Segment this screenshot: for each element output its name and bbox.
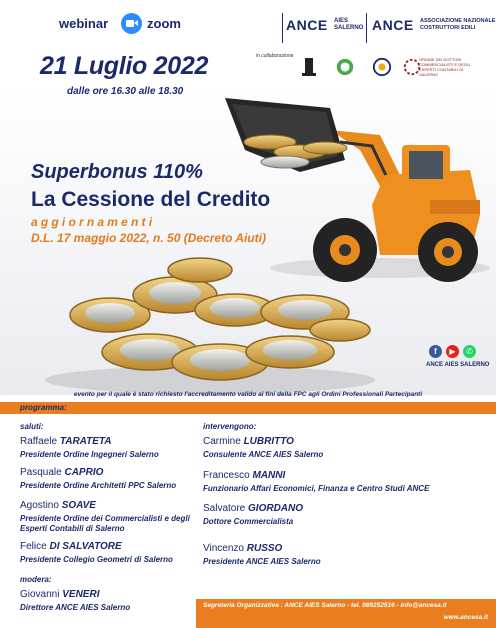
saluti-label: saluti: — [20, 422, 44, 431]
speaker-first-name: Carmine — [203, 436, 241, 447]
zoom-camera-icon — [121, 13, 142, 34]
speaker-first-name: Agostino — [20, 500, 59, 511]
speaker-role: Presidente Collegio Geometri di Salerno — [20, 555, 173, 564]
footer-contacts: Segreteria Organizzativa : ANCE AIES Salerno - tel. 089252516 - info@ancesa.it — [203, 602, 447, 609]
title-aggiornamenti: aggiornamenti — [31, 215, 156, 229]
event-date: 21 Luglio 2022 — [40, 52, 209, 80]
accreditation-note: evento per il quale è stato richiesto l'accreditamento valido ai fini della FPC agli Ordini Professionali Partecipanti — [73, 391, 423, 398]
interventi-label: intervengono: — [203, 422, 257, 431]
title-decreto: D.L. 17 maggio 2022, n. 50 (Decreto Aiuti) — [31, 231, 266, 245]
social-label: ANCE AIES SALERNO — [426, 362, 490, 368]
ingegneri-logo-icon — [299, 56, 319, 78]
facebook-icon[interactable]: f — [429, 345, 442, 358]
speaker-first-name: Salvatore — [203, 503, 246, 514]
zoom-label: zoom — [147, 16, 181, 31]
speaker-name — [203, 436, 294, 447]
speaker-first-name: Vincenzo — [203, 543, 244, 554]
ance-aies-logo-text: ANCE — [286, 17, 328, 33]
speaker-role: Dottore Commercialista — [203, 517, 294, 526]
event-hours: dalle ore 16.30 alle 18.30 — [67, 86, 184, 97]
speaker-last-name: MANNI — [252, 470, 286, 481]
speaker-first-name: Raffaele — [20, 436, 58, 447]
speaker-name — [20, 500, 96, 511]
ance-national-logo-subtext: ASSOCIAZIONE NAZIONALE COSTRUTTORI EDILI — [420, 18, 496, 31]
speaker-first-name: Pasquale — [20, 467, 62, 478]
moderator-first-name: Giovanni — [20, 589, 60, 600]
moderator-last-name: VENERI — [62, 589, 100, 600]
odcec-logo-text: ORDINE DEI DOTTORI COMMERCIALISTI E DEGLI ESPERTI CONTABILI DI SALERNO — [419, 57, 471, 77]
speaker-name — [203, 543, 282, 554]
speaker-first-name: Francesco — [203, 470, 250, 481]
title-superbonus: Superbonus 110% — [31, 161, 203, 183]
program-label: programma: — [20, 403, 67, 412]
moderator-role: Direttore ANCE AIES Salerno — [20, 603, 131, 612]
moderator-name — [20, 589, 99, 600]
ance-national-logo — [372, 17, 496, 35]
speaker-last-name: CAPRIO — [64, 467, 104, 478]
speaker-name — [203, 470, 285, 481]
speaker-last-name: SOAVE — [61, 500, 96, 511]
speaker-role: Funzionario Affari Economici, Finanza e Centro Studi ANCE — [203, 484, 430, 493]
webinar-label: webinar — [59, 16, 109, 31]
ance-national-logo-text: ANCE — [372, 17, 414, 33]
speaker-role: Presidente ANCE AIES Salerno — [203, 557, 321, 566]
speaker-last-name: RUSSO — [246, 543, 283, 554]
modera-label: modera: — [20, 575, 52, 584]
ance-aies-logo-subtext: AIES SALERNO — [334, 18, 364, 31]
architetti-logo-icon — [335, 56, 355, 78]
title-cessione-credito: La Cessione del Credito — [31, 188, 271, 211]
speaker-last-name: LUBRITTO — [243, 436, 294, 447]
speaker-last-name: TARATETA — [59, 436, 112, 447]
speaker-last-name: DI SALVATORE — [49, 541, 122, 552]
speaker-name — [203, 503, 303, 514]
geometri-logo-icon — [372, 56, 392, 78]
speaker-role: Consulente ANCE AIES Salerno — [203, 450, 324, 459]
speaker-role: Presidente Ordine Architetti PPC Salerno — [20, 481, 177, 490]
divider — [366, 13, 367, 43]
collaboration-label: in collaborazione — [256, 53, 294, 59]
speaker-last-name: GIORDANO — [248, 503, 304, 514]
program-bar — [0, 402, 496, 414]
speaker-role: Presidente Ordine dei Commercialisti e degli Esperti Contabili di Salerno — [20, 514, 190, 533]
speaker-role: Presidente Ordine Ingegneri Salerno — [20, 450, 159, 459]
ance-aies-logo — [286, 17, 364, 35]
youtube-icon[interactable]: ▶ — [446, 345, 459, 358]
divider — [282, 13, 283, 43]
speaker-name — [20, 541, 122, 552]
speaker-name — [20, 436, 112, 447]
speaker-name — [20, 467, 103, 478]
footer-website-link[interactable]: www.ancesa.it — [443, 614, 488, 621]
whatsapp-icon[interactable]: ✆ — [463, 345, 476, 358]
speaker-first-name: Felice — [20, 541, 47, 552]
